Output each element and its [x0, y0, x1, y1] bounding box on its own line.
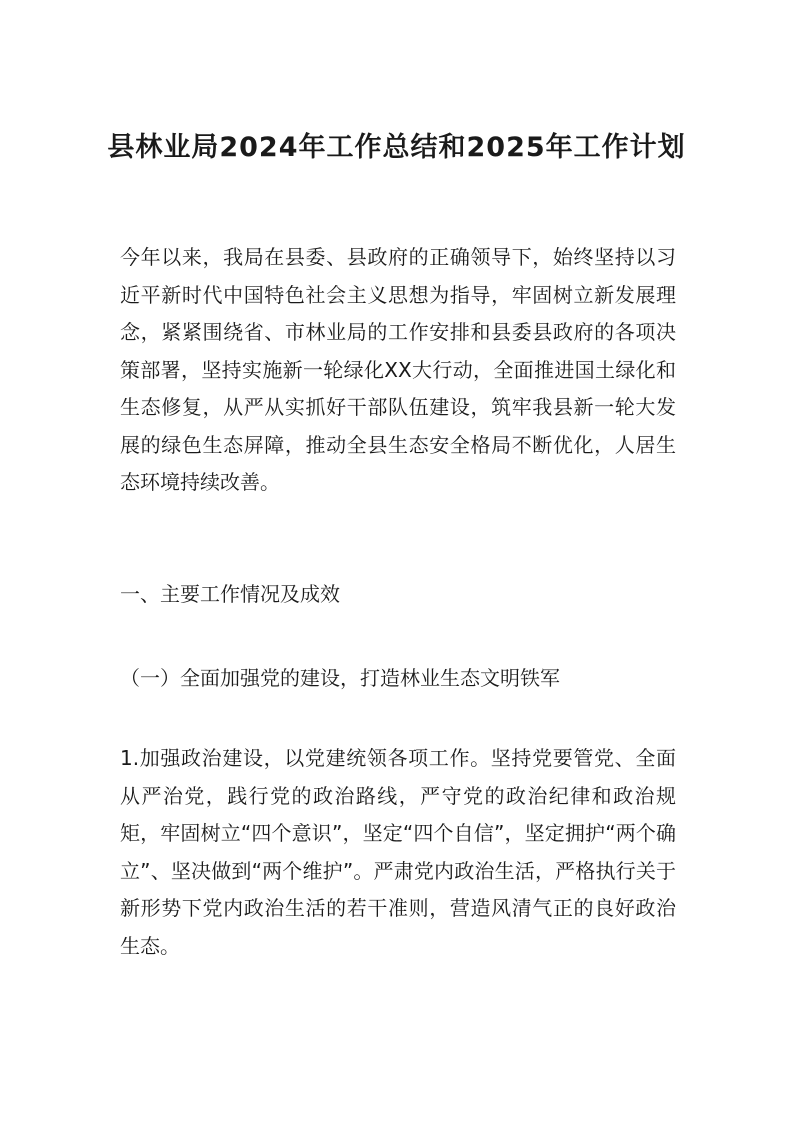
- document-title: 县林业局2024年工作总结和2025年工作计划: [107, 132, 686, 163]
- intro-paragraph: 今年以来，我局在县委、县政府的正确领导下，始终坚持以习近平新时代中国特色社会主义思想为指导，牢固树立新发展理念，紧紧围绕省、市林业局的工作安排和县委县政府的各项决策部署，坚持实施新一轮绿化XX大行动，全面推进国土绿化和生态修复，从严从实抓好干部队伍建设，筑牢我县新一轮大发展的绿色生态屏障，推动全县生态安全格局不断优化，人居生态环境持续改善。: [120, 245, 676, 494]
- subsection-heading: （一）全面加强党的建设，打造林业生态文明铁军: [120, 666, 560, 690]
- item-1-paragraph: 1.加强政治建设，以党建统领各项工作。坚持党要管党、全面从严治党，践行党的政治路线，严守党的政治纪律和政治规矩，牢固树立“四个意识”，坚定“四个自信”，坚定拥护“两个确立”、坚决做到“两个维护”。严肃党内政治生活，严格执行关于新形势下党内政治生活的若干准则，营造风清气正的良好政治生态。: [120, 746, 676, 958]
- section-heading: 一、主要工作情况及成效: [120, 582, 340, 606]
